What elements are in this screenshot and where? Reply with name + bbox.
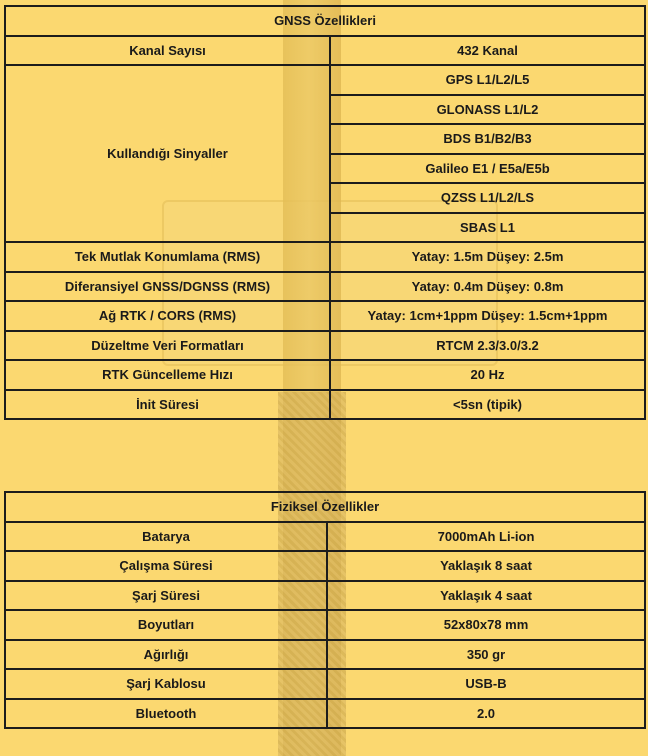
signal-value: QZSS L1/L2/LS (330, 183, 645, 213)
physical-spec-table (4, 491, 646, 729)
signals-label: Kullandığı Sinyaller (5, 65, 330, 242)
row-label: RTK Güncelleme Hızı (5, 360, 330, 390)
row-value: 350 gr (327, 640, 645, 670)
table-row (5, 360, 645, 390)
signal-value: GLONASS L1/L2 (330, 95, 645, 125)
row-label: İnit Süresi (5, 390, 330, 420)
row-label: Boyutları (5, 610, 327, 640)
gnss-title-row (5, 6, 645, 36)
table-row (5, 65, 645, 95)
row-label: Kanal Sayısı (5, 36, 330, 66)
table-row (5, 331, 645, 361)
row-label: Batarya (5, 522, 327, 552)
row-label: Şarj Kablosu (5, 669, 327, 699)
row-value: Yatay: 0.4m Düşey: 0.8m (330, 272, 645, 302)
row-value: <5sn (tipik) (330, 390, 645, 420)
table-row (5, 36, 645, 66)
row-value: USB-B (327, 669, 645, 699)
row-label: Diferansiyel GNSS/DGNSS (RMS) (5, 272, 330, 302)
row-label: Bluetooth (5, 699, 327, 729)
row-value: Yatay: 1cm+1ppm Düşey: 1.5cm+1ppm (330, 301, 645, 331)
table-row (5, 581, 645, 611)
table-row (5, 699, 645, 729)
row-value: 7000mAh Li-ion (327, 522, 645, 552)
signal-value: GPS L1/L2/L5 (330, 65, 645, 95)
row-value: RTCM 2.3/3.0/3.2 (330, 331, 645, 361)
row-value: Yatay: 1.5m Düşey: 2.5m (330, 242, 645, 272)
row-label: Düzeltme Veri Formatları (5, 331, 330, 361)
row-label: Ağırlığı (5, 640, 327, 670)
row-value: 20 Hz (330, 360, 645, 390)
row-value: Yaklaşık 8 saat (327, 551, 645, 581)
table-row (5, 272, 645, 302)
row-value: Yaklaşık 4 saat (327, 581, 645, 611)
row-value: 52x80x78 mm (327, 610, 645, 640)
row-label: Tek Mutlak Konumlama (RMS) (5, 242, 330, 272)
table-row (5, 522, 645, 552)
table-row (5, 669, 645, 699)
signal-value: SBAS L1 (330, 213, 645, 243)
table-row (5, 610, 645, 640)
table-row (5, 301, 645, 331)
table-row (5, 390, 645, 420)
signal-value: BDS B1/B2/B3 (330, 124, 645, 154)
table-row (5, 640, 645, 670)
physical-title-row (5, 492, 645, 522)
gnss-title: GNSS Özellikleri (5, 6, 645, 36)
table-row (5, 551, 645, 581)
table-row (5, 242, 645, 272)
signal-value: Galileo E1 / E5a/E5b (330, 154, 645, 184)
row-label: Şarj Süresi (5, 581, 327, 611)
physical-title: Fiziksel Özellikler (5, 492, 645, 522)
row-label: Ağ RTK / CORS (RMS) (5, 301, 330, 331)
gnss-spec-table (4, 5, 646, 420)
row-value: 2.0 (327, 699, 645, 729)
row-label: Çalışma Süresi (5, 551, 327, 581)
row-value: 432 Kanal (330, 36, 645, 66)
